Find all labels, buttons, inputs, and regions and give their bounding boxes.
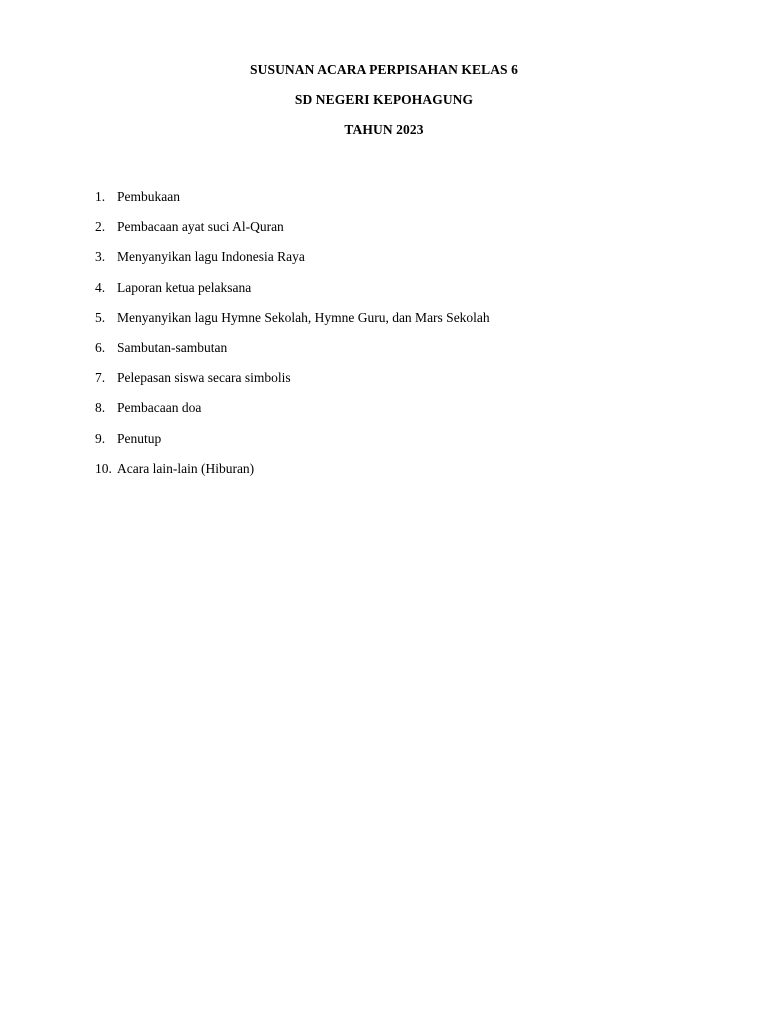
agenda-item [95,219,490,249]
agenda-item-label: Pembukaan [117,189,180,204]
agenda-item [95,249,490,279]
agenda-item [95,310,490,340]
agenda-item-number: 4. [95,279,106,295]
agenda-item [95,431,490,461]
agenda-item [95,461,490,491]
agenda-item-number: 8. [95,400,106,416]
agenda-item-label: Menyanyikan lagu Indonesia Raya [117,249,305,265]
agenda-item-label: Sambutan-sambutan [117,339,228,355]
agenda-item-label: Menyanyikan lagu Hymne Sekolah, Hymne Guru, dan Mars Sekolah [117,309,490,325]
agenda-item-number: 6. [95,339,106,355]
agenda-item-label: Penutup [117,430,162,446]
agenda-item-label: Pembacaan doa [117,400,202,416]
year-heading: TAHUN 2023 [344,122,424,137]
agenda-item [95,340,490,370]
agenda-item-label: Laporan ketua pelaksana [117,279,252,295]
agenda-item-number: 7. [95,370,106,386]
agenda-item [95,370,490,400]
agenda-item [95,280,490,310]
document-title: SUSUNAN ACARA PERPISAHAN KELAS 6 [250,62,518,77]
agenda-item-number: 10. [95,460,112,476]
agenda-item-label: Acara lain-lain (Hiburan) [117,460,255,476]
agenda-item-number: 2. [95,219,106,235]
agenda-item-label: Pembacaan ayat suci Al-Quran [117,219,284,235]
agenda-item-number: 9. [95,430,106,446]
agenda-item-number: 1. [95,189,106,204]
agenda-item [95,400,490,430]
agenda-item-number: 3. [95,249,106,265]
agenda-list [95,189,490,491]
agenda-item [95,189,490,219]
agenda-item-number: 5. [95,309,106,325]
agenda-item-label: Pelepasan siswa secara simbolis [117,370,291,386]
school-name: SD NEGERI KEPOHAGUNG [294,92,474,107]
